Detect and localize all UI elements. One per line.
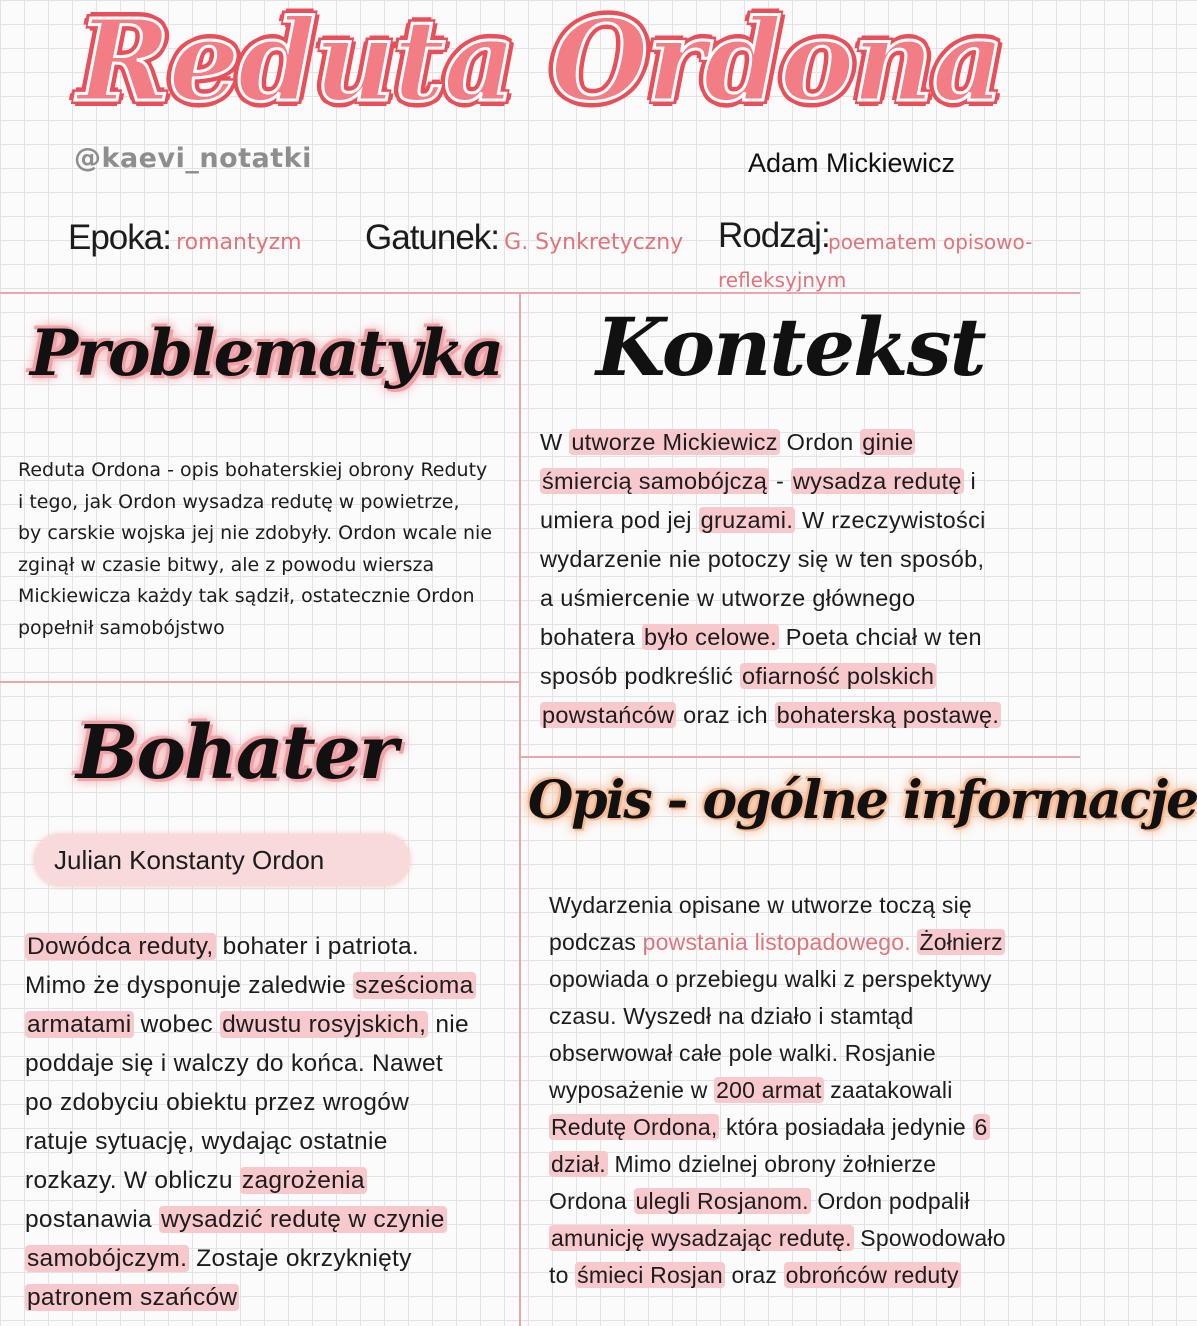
highlight: Redutę Ordona,	[551, 1114, 718, 1140]
text-line: poddaje się i walczy do końca. Nawet	[25, 1050, 443, 1077]
page-title: Reduta Ordona	[77, 0, 1003, 127]
text-line: Wydarzenia opisane w utworze toczą się	[549, 892, 972, 918]
text-line: to śmieci Rosjan oraz obrońców reduty	[549, 1262, 959, 1288]
text-line: by carskie wojska jej nie zdobyły. Ordon wcale nie	[18, 522, 493, 544]
epoka-value: romantyzm	[176, 230, 302, 255]
highlight: było celowe.	[644, 624, 777, 650]
text-line: dział. Mimo dzielnej obrony żołnierze	[551, 1151, 937, 1177]
text-line: W utworze Mickiewicz Ordon ginie	[540, 429, 914, 455]
opis-text	[549, 887, 1006, 1294]
highlight: amunicję wysadzając redutę.	[551, 1225, 852, 1251]
section-title-kontekst: Kontekst	[596, 300, 985, 394]
text-line: powstańców oraz ich bohaterską postawę.	[542, 702, 1000, 728]
divider-vertical	[519, 292, 521, 1326]
highlight: śmieci Rosjan	[577, 1262, 723, 1288]
highlight: dział.	[551, 1151, 606, 1177]
text-line: i tego, jak Ordon wysadza redutę w powietrze,	[18, 490, 460, 513]
highlight: utworze Mickiewicz	[571, 429, 778, 455]
text-line: Dowódca reduty, bohater i patriota.	[27, 933, 420, 960]
text-line: wyposażenie w 200 armat zaatakowali	[549, 1077, 953, 1103]
text-line: Redutę Ordona, która posiadała jedynie 6	[551, 1114, 988, 1140]
text-line: popełnił samobójstwo	[18, 616, 225, 639]
text-line: wydarzenie nie potoczy się w ten sposób,	[540, 546, 985, 572]
divider-top	[0, 292, 1080, 294]
text-line: bohatera było celowe. Poeta chciał w ten	[540, 624, 982, 650]
highlight: patronem szańców	[27, 1284, 238, 1311]
pink-text: powstania listopadowego.	[642, 929, 911, 955]
kontekst-text	[540, 423, 1001, 735]
highlight: wysadzić redutę w czynie	[161, 1206, 445, 1233]
problematyka-text	[18, 455, 492, 644]
text-line: podczas powstania listopadowego. Żołnierz	[549, 929, 1003, 955]
rodzaj-label: Rodzaj:	[718, 216, 830, 255]
highlight: 6	[974, 1114, 988, 1140]
text-line: Ordona ulegli Rosjanom. Ordon podpalił	[549, 1188, 970, 1214]
highlight: armatami	[27, 1011, 132, 1038]
watermark: @kaevi_notatki	[74, 143, 312, 174]
rodzaj-value-line-1: poematem opisowo-	[828, 230, 1033, 254]
section-title-problematyka: Problematyka	[30, 316, 503, 391]
text-line: Mickiewicza każdy tak sądził, ostatecznie Ordon	[18, 585, 475, 607]
highlight: 200 armat	[716, 1077, 822, 1103]
text-line: umiera pod jej gruzami. W rzeczywistości	[540, 507, 986, 533]
rodzaj-value-line-2: refleksyjnym	[718, 268, 847, 292]
bohater-text	[25, 927, 476, 1317]
text-line: ratuje sytuację, wydając ostatnie	[25, 1128, 388, 1155]
meta-epoka	[68, 218, 302, 258]
epoka-label: Epoka:	[68, 218, 171, 257]
highlight: ofiarność polskich	[742, 663, 935, 689]
text-line: Reduta Ordona - opis bohaterskiej obrony Reduty	[18, 459, 488, 481]
text-line: po zdobyciu obiektu przez wrogów	[25, 1089, 410, 1116]
text-line: zginął w czasie bitwy, ale z powodu wiersza	[18, 553, 435, 576]
highlight: ulegli Rosjanom.	[635, 1188, 809, 1214]
text-line	[25, 1278, 476, 1317]
text-line: opowiada o przebiegu walki z perspektywy	[549, 966, 992, 992]
text-line: obserwował całe pole walki. Rosjanie	[549, 1040, 936, 1066]
highlight: dwustu rosyjskich,	[222, 1011, 427, 1038]
divider-left	[0, 681, 520, 683]
highlight: ginie	[862, 429, 914, 455]
text-line: rozkazy. W obliczu zagrożenia	[25, 1167, 365, 1194]
highlight: zagrożenia	[241, 1167, 365, 1194]
text-line: a uśmiercenie w utworze głównego	[540, 585, 916, 611]
hero-name-pill: Julian Konstanty Ordon	[34, 834, 410, 886]
text-line: samobójczym. Zostaje okrzyknięty	[27, 1245, 412, 1272]
meta-rodzaj	[718, 216, 830, 256]
divider-right	[520, 756, 1080, 758]
highlight: Żołnierz	[919, 929, 1003, 955]
author-name: Adam Mickiewicz	[748, 148, 956, 178]
text-line: armatami wobec dwustu rosyjskich, nie	[27, 1011, 469, 1038]
text-line: sposób podkreślić ofiarność polskich	[540, 663, 935, 689]
highlight: powstańców	[542, 702, 675, 728]
gatunek-label: Gatunek:	[365, 218, 500, 257]
text-line: śmiercią samobójczą - wysadza redutę i	[542, 468, 977, 494]
highlight: obrońców reduty	[785, 1262, 959, 1288]
highlight: samobójczym.	[27, 1245, 188, 1272]
highlight: gruzami.	[700, 507, 794, 533]
text-line: czasu. Wyszedł na działo i stamtąd	[549, 1003, 914, 1029]
highlight: śmiercią samobójczą	[542, 468, 768, 494]
text-line: postanawia wysadzić redutę w czynie	[25, 1206, 445, 1233]
meta-gatunek	[365, 218, 683, 258]
highlight: bohaterską postawę.	[776, 702, 1000, 728]
highlight: Dowódca reduty,	[27, 933, 214, 960]
text-line: amunicję wysadzając redutę. Spowodowało	[551, 1225, 1006, 1251]
highlight: sześcioma	[355, 972, 474, 999]
text-line: Mimo że dysponuje zaledwie sześcioma	[25, 972, 474, 999]
gatunek-value: G. Synkretyczny	[504, 230, 684, 255]
section-title-opis: Opis - ogólne informacje	[528, 770, 1197, 831]
section-title-bohater: Bohater	[76, 710, 396, 796]
highlight: wysadza redutę	[792, 468, 962, 494]
